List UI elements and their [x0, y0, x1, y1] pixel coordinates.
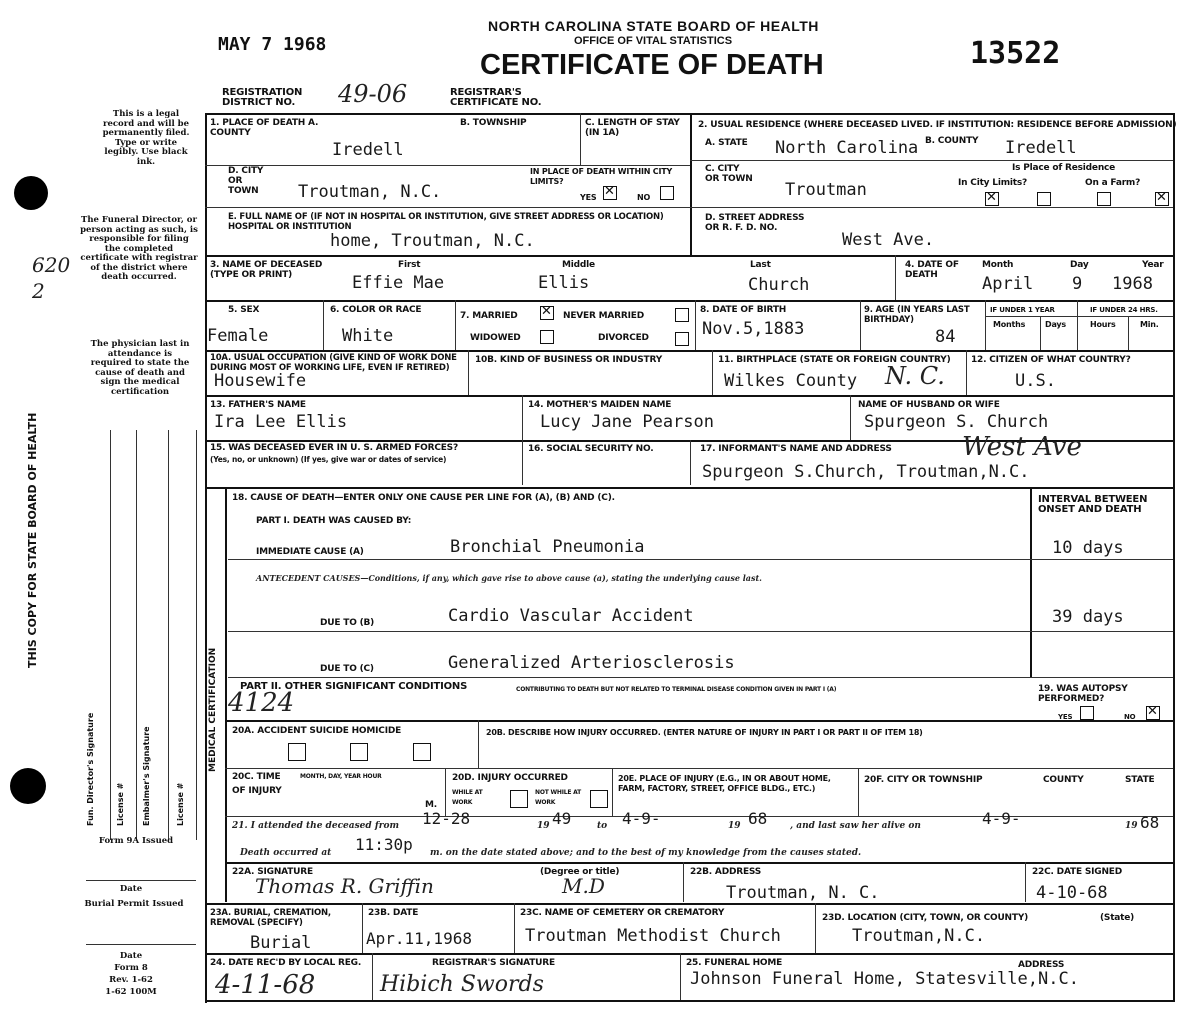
physician-signature: Thomas R. Griffin: [255, 874, 434, 898]
while-work-label: WHILE AT WORK: [452, 789, 483, 806]
citizen-label: 12. CITIZEN OF WHAT COUNTRY?: [971, 355, 1131, 365]
last-name: Church: [748, 275, 810, 295]
attended-to: 4-9-: [622, 809, 661, 828]
copy-label: THIS COPY FOR STATE BOARD OF HEALTH: [26, 412, 39, 668]
date-signed-label: 22C. DATE SIGNED: [1032, 867, 1123, 877]
autopsy-no-label: NO: [1124, 713, 1136, 721]
autopsy-label: 19. WAS AUTOPSY PERFORMED?: [1038, 684, 1128, 704]
registrar-certificate-label: REGISTRAR'S CERTIFICATE NO.: [450, 87, 542, 108]
residence-farm-no-checkbox[interactable]: [1155, 192, 1169, 206]
medical-section-label: MEDICAL CERTIFICATION: [208, 647, 218, 772]
residence-street: West Ave.: [842, 230, 935, 250]
divorced-label: DIVORCED: [598, 333, 649, 343]
part1-label: PART I. DEATH WAS CAUSED BY:: [256, 516, 412, 526]
received-label: 24. DATE REC'D BY LOCAL REG.: [210, 958, 362, 968]
autopsy-no-checkbox[interactable]: [1146, 706, 1160, 720]
interval-b: 39 days: [1052, 607, 1124, 627]
death-month: April: [982, 274, 1034, 294]
due-b-cause: Cardio Vascular Accident: [448, 606, 694, 626]
punch-hole-2: [10, 768, 46, 804]
due-b-label: DUE TO (B): [320, 618, 375, 628]
funeral-home-value: Johnson Funeral Home, Statesville,N.C.: [690, 969, 1079, 989]
burial-permit-label: Burial Permit Issued: [84, 899, 184, 909]
residence-farm-yes-checkbox[interactable]: [1097, 192, 1111, 206]
spouse-value: Spurgeon S. Church: [864, 412, 1049, 432]
yes-label: YES: [580, 193, 597, 202]
location-value: Troutman,N.C.: [852, 926, 986, 946]
registration-district-label: REGISTRATION DISTRICT NO.: [222, 87, 303, 108]
sex-label: 5. SEX: [228, 305, 260, 315]
spouse-label: NAME OF HUSBAND OR WIFE: [858, 400, 1000, 410]
hours-label: Hours: [1090, 320, 1116, 329]
death-date-label: 4. DATE OF DEATH: [905, 260, 959, 280]
birthplace-handwritten: N. C.: [885, 362, 945, 390]
death-city: Troutman, N.C.: [298, 182, 442, 202]
last-seen-year: 68: [1140, 813, 1160, 832]
business-label: 10B. KIND OF BUSINESS OR INDUSTRY: [475, 355, 663, 365]
residence-county-label: B. COUNTY: [925, 136, 979, 146]
attended-from-year: 49: [552, 809, 572, 828]
injury-county-label: COUNTY: [1043, 775, 1084, 785]
attended-to-year: 68: [748, 809, 768, 828]
attended-from: 12-28: [422, 809, 471, 828]
month-label: Month: [982, 260, 1014, 270]
place-injury-label: 20E. PLACE OF INJURY (E.G., IN OR ABOUT HOME, FARM, FACTORY, STREET, OFFICE BLDG., ETC.): [618, 774, 831, 793]
first-name: Effie Mae: [352, 273, 445, 293]
under24-label: IF UNDER 24 HRS.: [1090, 306, 1158, 314]
autopsy-yes-label: YES: [1058, 713, 1073, 721]
homicide-checkbox[interactable]: [413, 743, 431, 761]
burial-date: Apr.11,1968: [366, 929, 472, 948]
date-label: Date: [119, 884, 143, 894]
death-occurred-label: Death occurred at: [240, 848, 332, 858]
institution-value: home, Troutman, N.C.: [330, 231, 535, 251]
form8-label: Form 8: [114, 963, 148, 973]
part2-note: CONTRIBUTING TO DEATH BUT NOT RELATED TO TERMINAL DISEASE CONDITION GIVEN IN PART I (A): [516, 686, 837, 693]
place-of-death-label: 1. PLACE OF DEATH A. COUNTY: [210, 118, 319, 138]
residence-limits-yes-checkbox[interactable]: [985, 192, 999, 206]
street-label: D. STREET ADDRESS OR R. F. D. NO.: [705, 213, 805, 233]
middle-name: Ellis: [538, 273, 590, 293]
in-city-no-checkbox[interactable]: [660, 186, 674, 200]
days-label: Days: [1045, 320, 1066, 329]
armed-sub-label: (Yes, no, or unknown) (If yes, give war or dates of service): [210, 455, 447, 464]
residence-city: Troutman: [785, 180, 867, 200]
physician-note: The physician last in attendance is required to state the cause of death and sign the medical certification: [90, 339, 190, 397]
punch-hole: [14, 176, 48, 210]
cemetery-value: Troutman Methodist Church: [525, 926, 781, 946]
while-work-checkbox[interactable]: [510, 790, 528, 808]
license1-label: License #: [116, 782, 125, 826]
part2-label: PART II. OTHER SIGNIFICANT CONDITIONS: [240, 681, 468, 692]
in-city-label: IN PLACE OF DEATH WITHIN CITY LIMITS?: [530, 167, 673, 186]
death-occurred-note: m. on the date stated above; and to the best of my knowledge from the causes stated.: [430, 848, 862, 858]
registrar-signature-label: REGISTRAR'S SIGNATURE: [432, 958, 555, 968]
day-label: Day: [1070, 260, 1089, 270]
last-seen-date: 4-9-: [982, 809, 1021, 828]
time-label: 20C. TIME OF INJURY: [232, 772, 282, 796]
never-married-label: NEVER MARRIED: [563, 311, 645, 321]
physician-degree: M.D: [562, 874, 605, 898]
burial-label: 23A. BURIAL, CREMATION, REMOVAL (SPECIFY): [210, 908, 331, 928]
injury-city-label: 20F. CITY OR TOWNSHIP: [864, 775, 983, 785]
death-county: Iredell: [332, 140, 404, 160]
office-heading: OFFICE OF VITAL STATISTICS: [574, 35, 733, 47]
on-farm-label: On a Farm?: [1085, 178, 1141, 188]
physician-address: Troutman, N. C.: [726, 883, 880, 903]
married-label: 7. MARRIED: [460, 311, 518, 321]
occupation-value: Housewife: [214, 371, 307, 391]
burial-value: Burial: [250, 933, 312, 953]
race-value: White: [342, 326, 394, 346]
informant-handwritten: West Ave: [962, 432, 1082, 462]
death-day: 9: [1072, 274, 1083, 294]
suicide-checkbox[interactable]: [350, 743, 368, 761]
time-sub-label: MONTH, DAY, YEAR HOUR: [300, 773, 382, 780]
form9a-label: Form 9A Issued: [98, 836, 174, 846]
board-heading: NORTH CAROLINA STATE BOARD OF HEALTH: [488, 18, 819, 34]
informant-label: 17. INFORMANT'S NAME AND ADDRESS: [700, 444, 892, 454]
father-value: Ira Lee Ellis: [214, 412, 348, 432]
occurred-label: 20D. INJURY OCCURRED: [452, 773, 568, 783]
under1-label: IF UNDER 1 YEAR: [990, 306, 1055, 314]
last-label: Last: [750, 260, 771, 270]
license2-label: License #: [176, 782, 185, 826]
not-work-label: NOT WHILE AT WORK: [535, 789, 582, 806]
accident-checkbox[interactable]: [288, 743, 306, 761]
father-label: 13. FATHER'S NAME: [210, 400, 306, 410]
widowed-checkbox[interactable]: [540, 330, 554, 344]
informant-value: Spurgeon S.Church, Troutman,N.C.: [702, 462, 1030, 482]
received-value: 4-11-68: [215, 970, 316, 1000]
in-city-yes-checkbox[interactable]: [603, 186, 617, 200]
stamp-date: MAY 7 1968: [218, 34, 327, 55]
to-label: to: [597, 821, 608, 831]
attended-label: 21. I attended the deceased from: [232, 821, 399, 831]
last-seen-label: , and last saw her alive on: [790, 821, 921, 831]
institution-label: E. FULL NAME OF (IF NOT IN HOSPITAL OR INSTITUTION, GIVE STREET ADDRESS OR LOCATION) HOSPITAL OR INSTITUTION: [228, 212, 664, 232]
name-label: 3. NAME OF DECEASED (TYPE OR PRINT): [210, 260, 323, 280]
residence-city-label: C. CITY OR TOWN: [705, 164, 753, 184]
first-label: First: [398, 260, 421, 270]
location-label: 23D. LOCATION (CITY, TOWN, OR COUNTY): [822, 913, 1029, 923]
occupation-label: 10A. USUAL OCCUPATION (GIVE KIND OF WORK DONE DURING MOST OF WORKING LIFE, EVEN IF RETIRED): [210, 353, 457, 373]
rev-label: Rev. 1-62: [109, 975, 153, 985]
fun-director-label: Fun. Director's Signature: [86, 712, 95, 826]
registrar-signature: Hibich Swords: [380, 972, 544, 997]
embalmer-label: Embalmer's Signature: [142, 726, 151, 826]
funeral-director-note: The Funeral Director, or person acting as such, is responsible for filing the completed certificate with registrar of the district where death occurred.: [80, 215, 198, 282]
funeral-address-label: ADDRESS: [1018, 960, 1065, 970]
death-year: 1968: [1112, 274, 1153, 294]
year-label: Year: [1142, 260, 1164, 270]
margin-numbers: 620 2: [32, 253, 71, 303]
immediate-cause: Bronchial Pneumonia: [450, 537, 645, 557]
interval-a: 10 days: [1052, 538, 1124, 558]
residence-state: North Carolina: [775, 138, 919, 158]
degree-label: (Degree or title): [540, 867, 620, 877]
residence-county: Iredell: [1005, 138, 1077, 158]
cemetery-label: 23C. NAME OF CEMETERY OR CREMATORY: [520, 908, 725, 918]
part2-handwritten: 4124: [228, 688, 295, 718]
mother-label: 14. MOTHER'S MAIDEN NAME: [528, 400, 672, 410]
location-state-label: (State): [1100, 913, 1135, 923]
birth-label: 8. DATE OF BIRTH: [700, 305, 787, 315]
never-married-checkbox[interactable]: [675, 308, 689, 322]
certificate-number: 13522: [970, 36, 1061, 71]
mother-value: Lucy Jane Pearson: [540, 412, 714, 432]
armed-label: 15. WAS DECEASED EVER IN U. S. ARMED FORCES?: [210, 443, 458, 453]
due-c-label: DUE TO (C): [320, 664, 374, 674]
min-label: Min.: [1140, 320, 1159, 329]
place-residence-label: Is Place of Residence: [1012, 163, 1116, 173]
divorced-checkbox[interactable]: [675, 332, 689, 346]
legal-note: This is a legal record and will be permanently filed. Type or write legibly. Use black ink.: [102, 109, 190, 167]
page-title: CERTIFICATE OF DEATH: [480, 49, 824, 81]
township-label: B. TOWNSHIP: [460, 118, 527, 128]
age-label: 9. AGE (IN YEARS LAST BIRTHDAY): [864, 305, 970, 325]
ssn-label: 16. SOCIAL SECURITY NO.: [528, 444, 654, 454]
no-label: NO: [637, 193, 651, 202]
funeral-home-label: 25. FUNERAL HOME: [686, 958, 783, 968]
city-label: D. CITY OR TOWN: [228, 166, 264, 196]
sex-value: Female: [207, 326, 269, 346]
widowed-label: WIDOWED: [470, 333, 521, 343]
signature-label: 22A. SIGNATURE: [232, 867, 313, 877]
residence-label: 2. USUAL RESIDENCE (WHERE DECEASED LIVED. IF INSTITUTION: RESIDENCE BEFORE ADMISSION): [698, 120, 1177, 130]
race-label: 6. COLOR OR RACE: [330, 305, 422, 315]
age-value: 84: [935, 327, 956, 347]
burial-date-label: 23B. DATE: [368, 908, 419, 918]
accident-label: 20A. ACCIDENT SUICIDE HOMICIDE: [232, 726, 402, 736]
m-label: M.: [425, 800, 437, 810]
stay-label: C. LENGTH OF STAY (IN 1A): [585, 118, 680, 138]
print-label: 1-62 100M: [105, 987, 157, 997]
due-c-cause: Generalized Arteriosclerosis: [448, 653, 735, 673]
nineteen-1: 19: [537, 821, 550, 831]
residence-state-label: A. STATE: [705, 138, 748, 148]
date2-label: Date: [119, 951, 143, 961]
citizen-value: U.S.: [1015, 371, 1056, 391]
date-signed: 4-10-68: [1036, 883, 1108, 903]
immediate-label: IMMEDIATE CAUSE (A): [256, 547, 364, 557]
antecedent-label: ANTECEDENT CAUSES—Conditions, if any, which gave rise to above cause (a), stating the underlying cause last.: [256, 573, 762, 583]
nineteen-3: 19: [1125, 821, 1138, 831]
middle-label: Middle: [562, 260, 595, 270]
injury-state-label: STATE: [1125, 775, 1155, 785]
birthplace-label: 11. BIRTHPLACE (STATE OR FOREIGN COUNTRY): [718, 355, 951, 365]
married-checkbox[interactable]: [540, 306, 554, 320]
interval-label: INTERVAL BETWEEN ONSET AND DEATH: [1038, 494, 1148, 515]
registration-district-value: 49-06: [338, 80, 408, 108]
birth-value: Nov.5,1883: [702, 319, 805, 339]
residence-limits-no-checkbox[interactable]: [1037, 192, 1051, 206]
city-limits-label: In City Limits?: [958, 178, 1028, 188]
physician-address-label: 22B. ADDRESS: [690, 867, 762, 877]
nineteen-2: 19: [728, 821, 741, 831]
not-work-checkbox[interactable]: [590, 790, 608, 808]
cause-label: 18. CAUSE OF DEATH—ENTER ONLY ONE CAUSE PER LINE FOR (A), (B) AND (C).: [232, 493, 615, 503]
birthplace-value: Wilkes County: [724, 371, 858, 391]
autopsy-yes-checkbox[interactable]: [1080, 706, 1094, 720]
death-time: 11:30p: [355, 835, 413, 854]
injury-desc-label: 20B. DESCRIBE HOW INJURY OCCURRED. (ENTER NATURE OF INJURY IN PART I OR PART II OF ITEM 18): [486, 728, 923, 737]
months-label: Months: [993, 320, 1026, 329]
